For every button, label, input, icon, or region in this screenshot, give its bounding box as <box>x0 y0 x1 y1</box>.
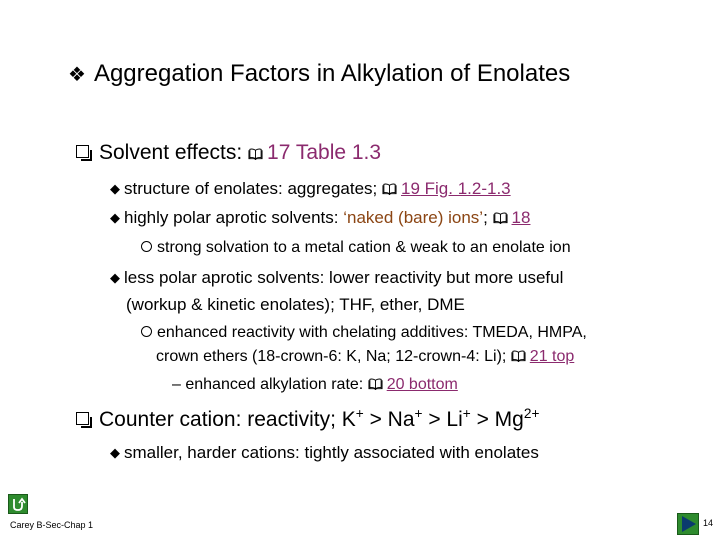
less-polar-item: ◆ less polar aprotic solvents: lower reactivity but more useful <box>110 268 564 287</box>
diamond-bullet-icon: ◆ <box>110 270 120 285</box>
ring-bullet-icon <box>141 326 152 337</box>
checkbox-bullet-icon <box>76 145 89 158</box>
polar-ref-link[interactable]: 18 <box>511 208 531 227</box>
counter-cation-item: Counter cation: reactivity; $K^+ > Na^+ > Li^+ > Mg^{2+}$ <box>76 406 539 432</box>
solvent-ref-link[interactable]: 17 Table 1.3 <box>267 141 382 164</box>
structure-item: ◆ structure of enolates: aggregates; 19 Fig. 1.2-1.3 <box>110 179 511 198</box>
enhanced-reactivity-item: enhanced reactivity with chelating additives: TMEDA, HMPA, <box>141 324 587 342</box>
alkylation-rate-item: – enhanced alkylation rate: 20 bottom <box>172 376 458 393</box>
strong-solvation-item: strong solvation to a metal cation & weak to an enolate ion <box>141 239 571 257</box>
smaller-cations-item: ◆ smaller, harder cations: tightly associated with enolates <box>110 443 539 462</box>
ring-bullet-icon <box>141 241 152 252</box>
diamond-bullet-icon: ◆ <box>110 181 120 196</box>
less-polar-item-line2: (workup & kinetic enolates); THF, ether, DME <box>126 295 465 314</box>
polar-aprotic-item: ◆ highly polar aprotic solvents: ‘naked (bare) ions’; 18 <box>110 208 531 227</box>
book-icon <box>382 183 397 195</box>
diamond-bullet-icon: ◆ <box>110 445 120 460</box>
return-icon[interactable] <box>8 494 28 514</box>
footer-label: Carey B-Sec-Chap 1 <box>10 520 94 530</box>
play-icon[interactable] <box>677 513 699 535</box>
structure-ref-link[interactable]: 19 Fig. 1.2-1.3 <box>401 179 511 198</box>
enhanced-reactivity-line2: crown ethers (18-crown-6: K, Na; 12-crown-4: Li); 21 top <box>156 348 575 365</box>
book-icon <box>511 350 526 362</box>
page-number: 14 <box>703 518 714 528</box>
book-icon <box>368 378 383 390</box>
book-icon <box>493 212 508 224</box>
diamond-bullet-icon: ❖ <box>68 64 86 86</box>
solvent-effects-item: Solvent effects: 17 Table 1.3 <box>76 141 381 165</box>
book-icon <box>248 148 263 160</box>
checkbox-bullet-icon <box>76 412 89 425</box>
slide-title: ❖ Aggregation Factors in Alkylation of Enolates <box>68 60 571 87</box>
rate-ref-link[interactable]: 20 bottom <box>386 376 458 393</box>
diamond-bullet-icon: ◆ <box>110 210 120 225</box>
enhanced-ref-link[interactable]: 21 top <box>529 348 575 365</box>
